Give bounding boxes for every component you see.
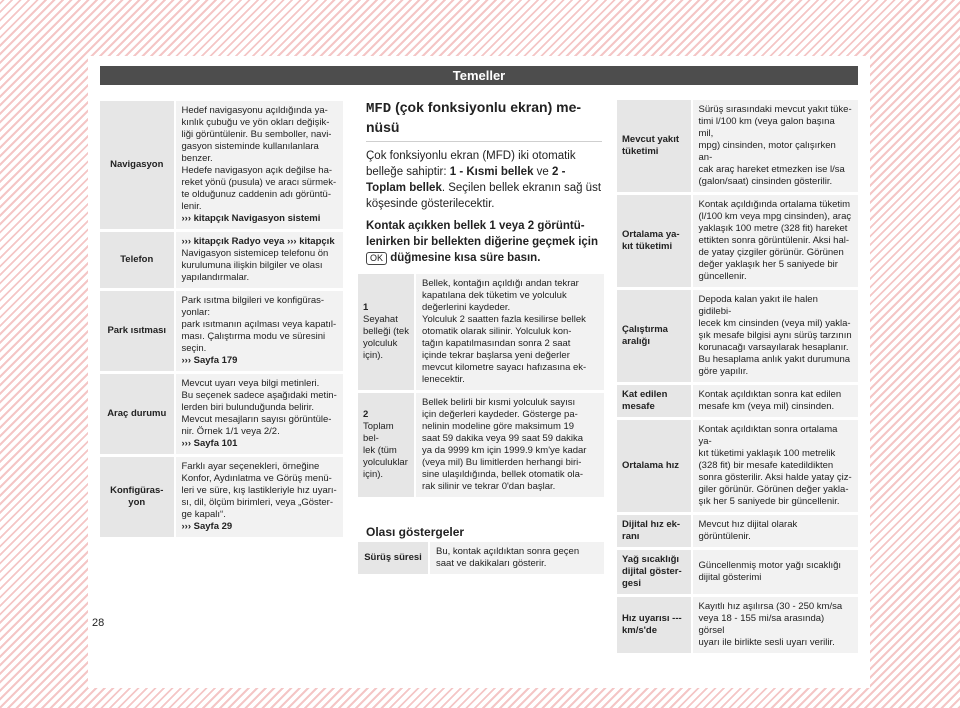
table-row	[617, 550, 858, 594]
value-line: yapılandırmalar.	[181, 272, 250, 283]
p1-memory-2: 2 - Toplam bellek	[366, 166, 566, 194]
value-line: otomatik olarak silinir. Yolculuk kon-	[422, 326, 572, 337]
value-line: Bellek belirli bir kısmi yolculuk sayısı	[422, 397, 576, 408]
value-line: şık mesafe bilgisi aynı sürüş tarzının	[698, 330, 852, 341]
value-line: mpg) cinsinden, motor çalışırken an-	[698, 140, 836, 163]
value-line: park ısıtmanın açılması veya kapatıl-	[181, 319, 337, 330]
ok-button-icon: OK	[366, 252, 387, 265]
table-row	[617, 100, 858, 192]
row-key	[617, 290, 691, 382]
value-line: kıt tüketimi yaklaşık 100 metrelik	[698, 448, 836, 459]
value-line: ması. Çalıştırma modu ve süresini	[181, 331, 326, 342]
value-line: de yatay çizgiler görünür. Görünen	[698, 247, 844, 258]
row-value	[691, 290, 858, 382]
value-line: gasyon sisteminde kullanılanlara	[181, 141, 319, 152]
row-value	[174, 457, 344, 537]
value-line: mesafe km (veya mil) cinsinden.	[698, 401, 835, 412]
value-line: Kontak açıldıktan sonra kat edilen	[698, 389, 842, 400]
row-key-label: Telefon	[120, 254, 154, 265]
row-value	[414, 274, 604, 390]
value-line: lenecektir.	[422, 374, 465, 385]
value-line: yaklaşık 100 metre (328 fit) hareket	[698, 223, 848, 234]
value-line: sı, dil, ölçüm birimleri, veya „Göster-	[181, 497, 334, 508]
cross-reference[interactable]: ››› Sayfa 179	[181, 355, 238, 366]
value-line: sine ulaşıldığında, bellek otomatik ola-	[422, 469, 584, 480]
row-key	[358, 274, 414, 390]
value-line: nelinin modeline göre maksimum 19	[422, 421, 575, 432]
value-line: Yolculuk 2 saatten fazla kesilirse bellek	[422, 314, 586, 325]
table-row	[100, 457, 343, 537]
row-key-label: Seyahat belleği (tek yolculuk için).	[363, 314, 409, 361]
value-line: benzer.	[181, 153, 213, 164]
possible-indicators-heading: Olası göstergeler	[366, 525, 465, 539]
section-header: Temeller	[100, 66, 858, 85]
row-value	[428, 542, 604, 574]
value-line: tağın kapatılmasından sonra 2 saat	[422, 338, 571, 349]
table-row	[617, 597, 858, 653]
row-key	[358, 542, 428, 574]
value-line: Navigasyon sistemicep telefonu ön	[181, 248, 329, 259]
value-line: te olduğunuz caddenin adı görüntü-	[181, 189, 331, 200]
value-line: leri ve süre, kış lastikleriyle hız uyarı-	[181, 485, 337, 496]
row-key-number: 2	[363, 409, 369, 420]
row-key-label: Çalıştırma aralığı	[622, 324, 668, 347]
cross-reference[interactable]: ››› Sayfa 29	[181, 521, 233, 532]
row-value	[174, 101, 344, 229]
row-key	[100, 232, 174, 288]
value-line: saat ve dakikaları gösterir.	[436, 558, 547, 569]
row-value	[691, 195, 858, 287]
row-key-label: Ortalama hız	[622, 460, 680, 471]
value-line: uyarı ile birlikte sesli uyarı verilir.	[698, 637, 835, 648]
value-line: giler görünür. Görünen değer yakla-	[698, 484, 849, 495]
value-line: değer yaklaşık her 5 saniyede bir	[698, 259, 838, 270]
p2-text-a: Kontak açıkken bellek 1 veya 2 görüntü-lenirken bir bellekten diğerine geçmek için	[366, 220, 598, 248]
value-line: kurulumuna ilişkin bilgiler ve olası	[181, 260, 323, 271]
p2-text-b: düğmesine kısa süre basın.	[387, 252, 541, 264]
value-line: nir. Örnek 1/1 veya 2/2.	[181, 426, 280, 437]
value-line: Sürüş sırasındaki mevcut yakıt tüke-	[698, 104, 852, 115]
value-line: (l/100 km veya mpg cinsinden), araç	[698, 211, 852, 222]
row-key	[100, 291, 174, 371]
table-row	[100, 101, 343, 229]
value-line: Mevcut mesajların sayısı görüntüle-	[181, 414, 332, 425]
table-row	[358, 393, 604, 497]
mfd-section-title	[366, 98, 602, 142]
value-line: veya 18 - 155 mi/sa arasında) görsel	[698, 613, 825, 636]
mfd-title-text: (çok fonksiyonlu ekran) me- nüsü	[366, 99, 582, 135]
value-line: mevcut kilometre sayacı hafızasına ek-	[422, 362, 587, 373]
value-line: göre yapılır.	[698, 366, 749, 377]
row-key	[617, 420, 691, 512]
cross-reference[interactable]: ››› kitapçık Radyo veya ››› kitapçık	[181, 236, 335, 247]
value-line: Bu hesaplama anlık yakıt durumuna	[698, 354, 851, 365]
row-key	[617, 550, 691, 594]
p1-text-c: ve	[533, 166, 553, 178]
p1-text-e: . Seçilen bellek ekranın sağ üst köşesinde gösterilecektir.	[366, 182, 602, 210]
value-line: değerlerini kaydeder.	[422, 302, 511, 313]
row-key	[617, 385, 691, 417]
value-line: seçin.	[181, 343, 207, 354]
value-line: lenir.	[181, 201, 202, 212]
table-row	[617, 385, 858, 417]
value-line: lerden biri bulunduğunda belirir.	[181, 402, 315, 413]
mfd-intro	[366, 148, 604, 272]
row-key-label: Park ısıtması	[107, 325, 167, 336]
value-line: Bellek, kontağın açıldığı andan tekrar	[422, 278, 579, 289]
value-line: (328 fit) bir mesafe katedildikten	[698, 460, 834, 471]
value-line: Kontak açıldıktan sonra ortalama ya-	[698, 424, 838, 447]
value-line: saat 59 dakika veya 99 saat 59 dakika	[422, 433, 584, 444]
value-line: (veya mil) Bu limitlerden herhangi biri-	[422, 457, 582, 468]
value-line: liği görüntülenir. Bu semboller, navi-	[181, 129, 332, 140]
value-line: lecek km cinsinden (veya mil) yakla-	[698, 318, 851, 329]
table-row	[358, 542, 604, 574]
row-value	[691, 515, 858, 547]
value-line: yonlar:	[181, 307, 211, 318]
value-line: rak silinir ve tekrar 0'dan başlar.	[422, 481, 556, 492]
right-info-table	[617, 97, 858, 656]
value-line: ge kapalı“.	[181, 509, 226, 520]
row-value	[691, 420, 858, 512]
row-key-label: Konfigüras- yon	[110, 485, 164, 508]
value-line: kınlık çubuğu ve yön okları değişik-	[181, 117, 330, 128]
value-line: içinde tekrar başlarsa yeni değerler	[422, 350, 570, 361]
row-key	[617, 515, 691, 547]
value-line: reket yönü (pusula) ve aracı sürmek-	[181, 177, 337, 188]
value-line: ya da 9999 km için 1999.9 km'ye kadar	[422, 445, 587, 456]
value-line: timi l/100 km (veya galon başına mil,	[698, 116, 835, 139]
value-line: Farklı ayar seçenekleri, örneğine	[181, 461, 320, 472]
row-key	[617, 597, 691, 653]
row-key-label: Hız uyarısı --- km/s'de	[622, 613, 682, 636]
left-info-table	[100, 98, 343, 540]
row-key	[358, 393, 414, 497]
row-value	[174, 374, 344, 454]
possible-indicators-table	[358, 539, 604, 577]
row-value	[691, 550, 858, 594]
row-value	[174, 232, 344, 288]
value-line: dijital gösterimi	[698, 572, 762, 583]
table-row	[617, 420, 858, 512]
value-line: (galon/saat) cinsinden gösterilir.	[698, 176, 833, 187]
row-value	[414, 393, 604, 497]
value-line: kapatılana dek tüketim ve yolculuk	[422, 290, 567, 301]
row-key-label: Sürüş süresi	[364, 552, 422, 563]
table-row	[100, 291, 343, 371]
value-line: Depoda kalan yakıt ile halen gidilebi-	[698, 294, 818, 317]
row-key-label: Toplam bel- lek (tüm yolculuklar için).	[363, 421, 408, 480]
table-row	[617, 290, 858, 382]
page-number: 28	[92, 617, 105, 629]
value-line: Kontak açıldığında ortalama tüketim	[698, 199, 851, 210]
value-line: ettikten sonra görüntülenir. Aksi hal-	[698, 235, 850, 246]
value-line: Mevcut hız dijital olarak görüntülenir.	[698, 519, 798, 542]
value-line: için değerleri kaydeder. Gösterge pa-	[422, 409, 578, 420]
mfd-title-mono: MFD	[366, 101, 392, 117]
row-value	[691, 100, 858, 192]
row-key	[100, 374, 174, 454]
value-line: Konfor, Aydınlatma ve Görüş menü-	[181, 473, 332, 484]
row-key	[617, 195, 691, 287]
row-key-number: 1	[363, 302, 369, 313]
row-key-label: Kat edilen mesafe	[622, 389, 668, 412]
table-row	[100, 374, 343, 454]
p1-memory-1: 1 - Kısmi bellek	[449, 166, 534, 178]
value-line: Güncellenmiş motor yağı sıcaklığı	[698, 560, 842, 571]
table-row	[617, 515, 858, 547]
cross-reference[interactable]: ››› Sayfa 101	[181, 438, 238, 449]
value-line: Bu seçenek sadece aşağıdaki metin-	[181, 390, 337, 401]
value-line: cak araç hareket etmezken ise l/sa	[698, 164, 845, 175]
table-row	[100, 232, 343, 288]
table-row	[617, 195, 858, 287]
value-line: Park ısıtma bilgileri ve konfigüras-	[181, 295, 325, 306]
row-key-label: Navigasyon	[110, 159, 164, 170]
row-key-label: Mevcut yakıt tüketimi	[622, 134, 680, 157]
row-key	[100, 457, 174, 537]
mfd-paragraph-2	[366, 218, 604, 266]
value-line: Hedef navigasyonu açıldığında ya-	[181, 105, 328, 116]
row-key-label: Ortalama ya- kıt tüketimi	[622, 229, 680, 252]
value-line: sonra gösterilir. Aksi halde yatay çiz-	[698, 472, 852, 483]
row-value	[174, 291, 344, 371]
table-row	[358, 274, 604, 390]
cross-reference[interactable]: ››› kitapçık Navigasyon sistemi	[181, 213, 321, 224]
row-value	[691, 385, 858, 417]
value-line: korunacağı varsayılarak hesaplanır.	[698, 342, 849, 353]
value-line: şık her 5 saniyede bir güncellenir.	[698, 496, 840, 507]
value-line: Bu, kontak açıldıktan sonra geçen	[436, 546, 580, 557]
value-line: Mevcut uyarı veya bilgi metinleri.	[181, 378, 320, 389]
row-key-label: Araç durumu	[107, 408, 167, 419]
row-key-label: Yağ sıcaklığı dijital göster- gesi	[622, 554, 682, 589]
row-key	[617, 100, 691, 192]
value-line: Hedefe navigasyon açık değilse ha-	[181, 165, 333, 176]
value-line: Kayıtlı hız aşılırsa (30 - 250 km/sa	[698, 601, 843, 612]
row-value	[691, 597, 858, 653]
p1-text-a: Çok fonksiyonlu ekran (MFD) iki otomatik belleğe sahiptir:	[366, 150, 576, 178]
value-line: güncellenir.	[698, 271, 747, 282]
row-key-label: Dijital hız ek- ranı	[622, 519, 681, 542]
memory-table	[358, 271, 604, 500]
mfd-paragraph-1	[366, 148, 604, 212]
row-key	[100, 101, 174, 229]
